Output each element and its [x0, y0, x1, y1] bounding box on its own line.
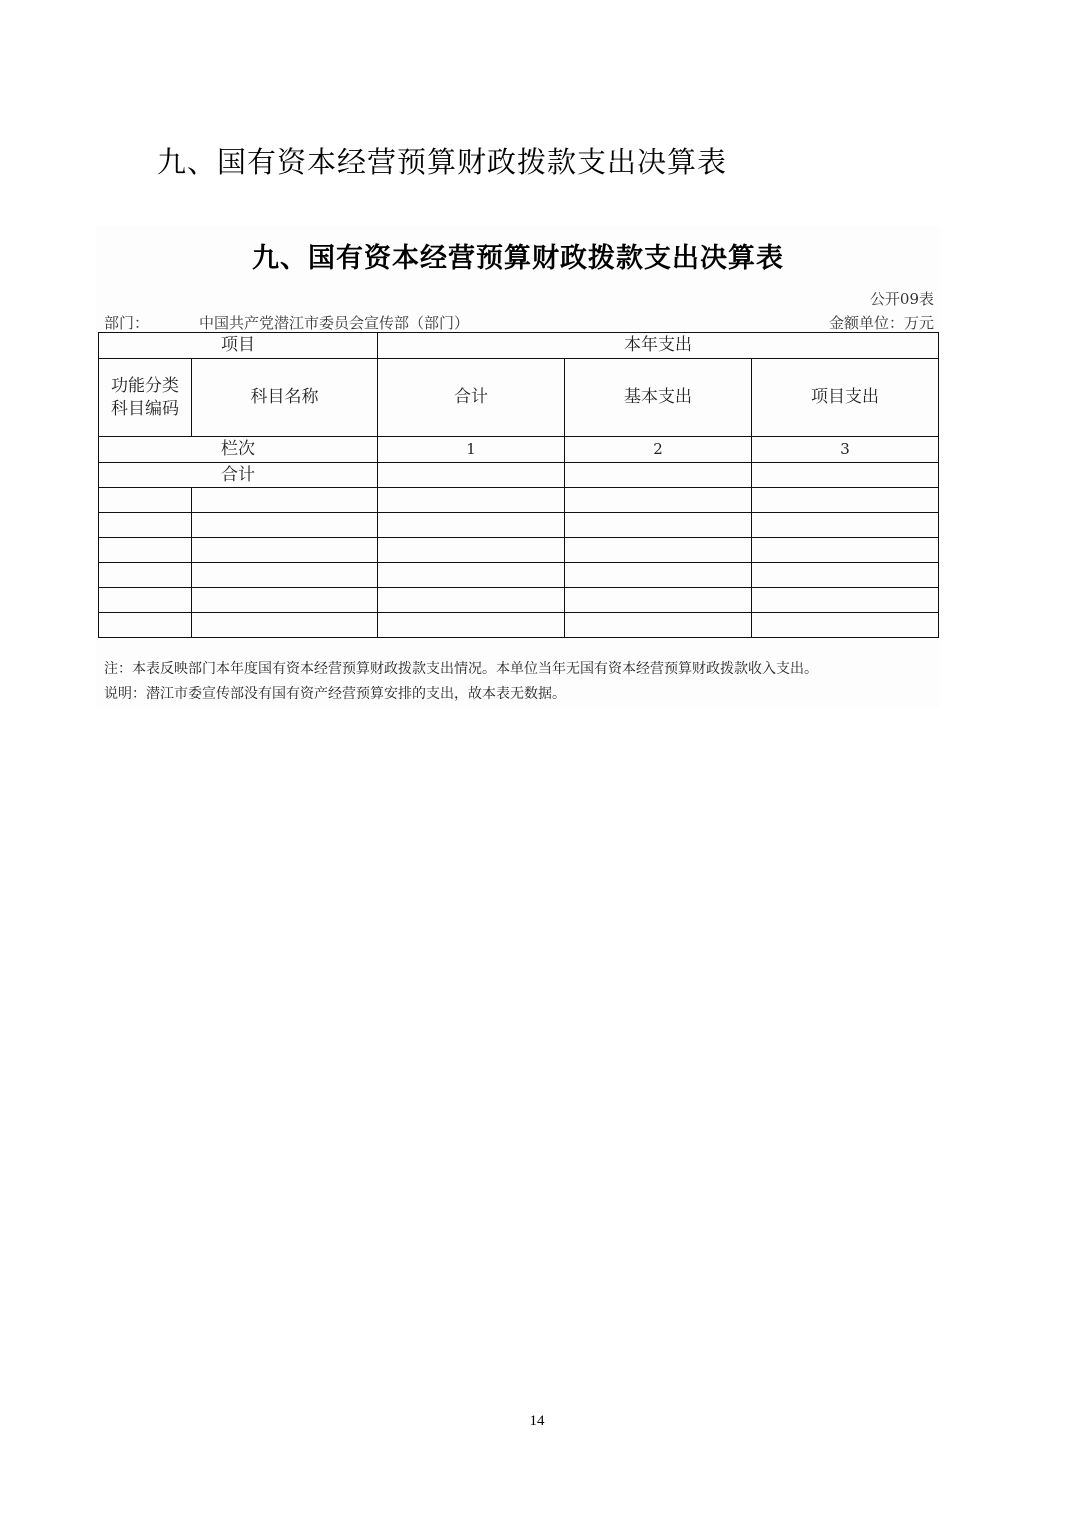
table-cell	[752, 563, 939, 588]
table-cell	[378, 588, 565, 613]
table-row	[99, 513, 939, 538]
unit-label: 金额单位：万元	[828, 314, 934, 332]
table-cell	[192, 538, 378, 563]
table-row	[99, 613, 939, 638]
table-row	[99, 488, 939, 513]
table-cell	[565, 488, 752, 513]
department-label: 部门：	[104, 314, 150, 332]
table-note: 注：本表反映部门本年度国有资本经营预算财政拨款支出情况。本单位当年无国有资本经营预算财政拨款收入支出。	[104, 661, 818, 677]
table-cell	[752, 513, 939, 538]
page-heading: 九、国有资本经营预算财政拨款支出决算表	[157, 145, 728, 179]
table-row	[99, 538, 939, 563]
table-subheader-row	[99, 359, 939, 437]
col-basic-header: 基本支出	[565, 359, 752, 437]
budget-table-image	[96, 226, 940, 708]
table-cell	[99, 613, 192, 638]
table-header-row	[99, 333, 939, 359]
total-row-label: 合计	[99, 463, 378, 488]
form-code: 公开09表	[869, 290, 934, 308]
budget-table	[98, 332, 939, 638]
table-title: 九、国有资本经营预算财政拨款支出决算表	[252, 243, 784, 274]
col-code-header: 功能分类科目编码	[99, 359, 192, 437]
col-project-header: 项目支出	[752, 359, 939, 437]
table-cell	[378, 563, 565, 588]
table-cell	[192, 563, 378, 588]
table-cell	[565, 513, 752, 538]
column-index-label: 栏次	[99, 437, 378, 463]
table-cell	[565, 538, 752, 563]
col-total-header: 合计	[378, 359, 565, 437]
table-cell	[192, 488, 378, 513]
column-index-row	[99, 437, 939, 463]
table-row	[99, 588, 939, 613]
page-number: 14	[529, 1413, 545, 1429]
table-cell	[752, 538, 939, 563]
column-index-3: 3	[752, 437, 939, 463]
total-row	[99, 463, 939, 488]
department-line	[104, 312, 469, 333]
table-cell	[192, 588, 378, 613]
table-explanation: 说明：潜江市委宣传部没有国有资产经营预算安排的支出，故本表无数据。	[104, 686, 566, 702]
table-cell	[752, 588, 939, 613]
total-cell	[752, 463, 939, 488]
table-cell	[752, 613, 939, 638]
table-cell	[99, 513, 192, 538]
table-cell	[99, 563, 192, 588]
table-cell	[565, 588, 752, 613]
table-cell	[192, 513, 378, 538]
table-cell	[192, 613, 378, 638]
total-cell	[565, 463, 752, 488]
table-cell	[378, 538, 565, 563]
header-expense: 本年支出	[378, 333, 939, 359]
table-cell	[99, 488, 192, 513]
table-cell	[378, 513, 565, 538]
table-cell	[565, 613, 752, 638]
table-cell	[565, 563, 752, 588]
col-name-header: 科目名称	[192, 359, 378, 437]
column-index-1: 1	[378, 437, 565, 463]
header-item: 项目	[99, 333, 378, 359]
department-name: 中国共产党潜江市委员会宣传部（部门）	[199, 314, 470, 332]
table-cell	[752, 488, 939, 513]
table-cell	[378, 488, 565, 513]
table-cell	[378, 613, 565, 638]
table-row	[99, 563, 939, 588]
table-cell	[99, 538, 192, 563]
total-cell	[378, 463, 565, 488]
column-index-2: 2	[565, 437, 752, 463]
table-cell	[99, 588, 192, 613]
